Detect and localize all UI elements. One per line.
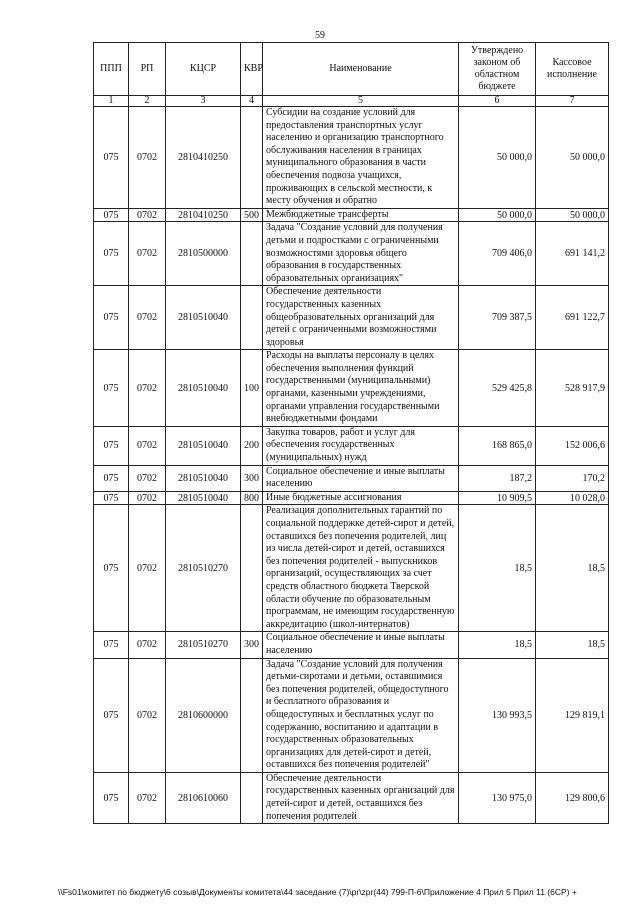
cell-cash: 129 800,6 [536, 772, 609, 823]
cell-rp: 0702 [129, 426, 166, 465]
cell-cash: 152 006,6 [536, 426, 609, 465]
cell-kcsr: 2810510040 [166, 426, 241, 465]
cell-name: Субсидии на создание условий для предоставления транспортных услуг населению и организацию транспортного обслуживания населения в границах муниципального образования в части обеспечения подвоза учащихся, проживающих в сельской местности, к месту обучения и обратно [263, 107, 459, 209]
cell-cash: 18,5 [536, 505, 609, 632]
file-path-footer: \\Fs01\комитет по бюджету\6 созыв\Документы комитета\44 заседание (7)\pr\zpr(44) 799-П-6\Приложение 4 Прил 5 Прил 11 (6СР) + [58, 887, 577, 897]
cell-cash: 691 122,7 [536, 286, 609, 350]
cell-rp: 0702 [129, 286, 166, 350]
cell-kcsr: 2810610060 [166, 772, 241, 823]
table-row [94, 491, 609, 505]
cell-ppp: 075 [94, 465, 129, 491]
column-index: 6 [459, 96, 536, 107]
cell-ppp: 075 [94, 505, 129, 632]
column-index-row [94, 96, 609, 107]
cell-kcsr: 2810410250 [166, 107, 241, 209]
cell-kcsr: 2810410250 [166, 208, 241, 222]
cell-approved: 130 993,5 [459, 658, 536, 772]
cell-approved: 50 000,0 [459, 107, 536, 209]
cell-approved: 130 975,0 [459, 772, 536, 823]
cell-approved: 18,5 [459, 632, 536, 658]
cell-rp: 0702 [129, 632, 166, 658]
header-kcsr: КЦСР [166, 43, 241, 96]
cell-approved: 50 000,0 [459, 208, 536, 222]
cell-approved: 187,2 [459, 465, 536, 491]
cell-name: Расходы на выплаты персоналу в целях обеспечения выполнения функций государственными (муниципальными) органами, казенными учреждениями, органами управления государственными внебюджетными фондами [263, 350, 459, 427]
cell-cash: 528 917,9 [536, 350, 609, 427]
table-row [94, 505, 609, 632]
cell-kvr: 500 [241, 208, 263, 222]
cell-cash: 10 028,0 [536, 491, 609, 505]
cell-rp: 0702 [129, 208, 166, 222]
table-row [94, 350, 609, 427]
cell-kvr [241, 772, 263, 823]
cell-name: Обеспечение деятельности государственных казенных организаций для детей-сирот и детей, оставшихся без попечения родителей [263, 772, 459, 823]
cell-kcsr: 2810510270 [166, 505, 241, 632]
cell-ppp: 075 [94, 658, 129, 772]
cell-kcsr: 2810510040 [166, 350, 241, 427]
cell-name: Реализация дополнительных гарантий по социальной поддержке детей-сирот и детей, оставшихся без попечения родителей, лиц из числа детей-сирот и детей, оставшихся без попечения родителей - выпускников организаций, осуществляющих за счет средств областного бюджета Тверской области обучение по образовательным программам, не имеющим государственную аккредитацию (школ-интернатов) [263, 505, 459, 632]
cell-ppp: 075 [94, 426, 129, 465]
cell-rp: 0702 [129, 107, 166, 209]
cell-ppp: 075 [94, 632, 129, 658]
cell-ppp: 075 [94, 222, 129, 286]
cell-rp: 0702 [129, 505, 166, 632]
cell-kcsr: 2810510040 [166, 491, 241, 505]
header-ppp: ППП [94, 43, 129, 96]
cell-kvr [241, 658, 263, 772]
page-number: 59 [315, 30, 325, 41]
cell-kvr: 300 [241, 465, 263, 491]
cell-cash: 170,2 [536, 465, 609, 491]
table-row [94, 107, 609, 209]
cell-approved: 709 406,0 [459, 222, 536, 286]
table-row [94, 658, 609, 772]
cell-ppp: 075 [94, 286, 129, 350]
cell-name: Межбюджетные трансферты [263, 208, 459, 222]
cell-approved: 709 387,5 [459, 286, 536, 350]
cell-kvr: 200 [241, 426, 263, 465]
table-row [94, 632, 609, 658]
cell-ppp: 075 [94, 208, 129, 222]
header-approved: Утверждено законом об областном бюджете [459, 43, 536, 96]
header-rp: РП [129, 43, 166, 96]
cell-ppp: 075 [94, 350, 129, 427]
table-row [94, 772, 609, 823]
table-row [94, 465, 609, 491]
cell-approved: 10 909,5 [459, 491, 536, 505]
column-index: 7 [536, 96, 609, 107]
cell-kvr: 800 [241, 491, 263, 505]
cell-kcsr: 2810600000 [166, 658, 241, 772]
header-row [94, 43, 609, 96]
cell-kvr [241, 505, 263, 632]
cell-kvr [241, 286, 263, 350]
cell-ppp: 075 [94, 107, 129, 209]
cell-kvr: 300 [241, 632, 263, 658]
column-index: 2 [129, 96, 166, 107]
cell-rp: 0702 [129, 491, 166, 505]
cell-name: Задача "Создание условий для получения детьми-сиротами и детьми, оставшимися без попечения родителей, общедоступного и бесплатного образования и общедоступных и бесплатных услуг по содержанию, воспитанию и адаптации в государственных образовательных организациях для детей-сирот и детей, оставшихся без попечения родителей" [263, 658, 459, 772]
cell-kcsr: 2810510040 [166, 465, 241, 491]
cell-cash: 691 141,2 [536, 222, 609, 286]
table-row [94, 222, 609, 286]
header-cash: Кассовое исполнение [536, 43, 609, 96]
cell-approved: 529 425,8 [459, 350, 536, 427]
cell-rp: 0702 [129, 658, 166, 772]
cell-kcsr: 2810500000 [166, 222, 241, 286]
column-index: 3 [166, 96, 241, 107]
table-row [94, 208, 609, 222]
cell-kvr [241, 222, 263, 286]
cell-kcsr: 2810510040 [166, 286, 241, 350]
cell-approved: 168 865,0 [459, 426, 536, 465]
cell-ppp: 075 [94, 491, 129, 505]
cell-kvr [241, 107, 263, 209]
cell-name: Задача "Создание условий для получения детьми и подростками с ограниченными возможностями здоровья общего образования в государственных образовательных организациях" [263, 222, 459, 286]
cell-rp: 0702 [129, 465, 166, 491]
column-index: 4 [241, 96, 263, 107]
cell-cash: 50 000,0 [536, 107, 609, 209]
cell-cash: 129 819,1 [536, 658, 609, 772]
cell-ppp: 075 [94, 772, 129, 823]
budget-table [93, 42, 609, 824]
table-row [94, 286, 609, 350]
cell-rp: 0702 [129, 222, 166, 286]
cell-approved: 18,5 [459, 505, 536, 632]
cell-cash: 18,5 [536, 632, 609, 658]
cell-name: Закупка товаров, работ и услуг для обеспечения государственных (муниципальных) нужд [263, 426, 459, 465]
cell-name: Обеспечение деятельности государственных казенных общеобразовательных организаций для детей с ограниченными возможностями здоровья [263, 286, 459, 350]
cell-kcsr: 2810510270 [166, 632, 241, 658]
cell-name: Социальное обеспечение и иные выплаты населению [263, 632, 459, 658]
cell-name: Социальное обеспечение и иные выплаты населению [263, 465, 459, 491]
column-index: 1 [94, 96, 129, 107]
cell-cash: 50 000,0 [536, 208, 609, 222]
table-row [94, 426, 609, 465]
header-kvr: КВР [241, 43, 263, 96]
cell-rp: 0702 [129, 772, 166, 823]
cell-rp: 0702 [129, 350, 166, 427]
header-name: Наименование [263, 43, 459, 96]
column-index: 5 [263, 96, 459, 107]
cell-kvr: 100 [241, 350, 263, 427]
cell-name: Иные бюджетные ассигнования [263, 491, 459, 505]
